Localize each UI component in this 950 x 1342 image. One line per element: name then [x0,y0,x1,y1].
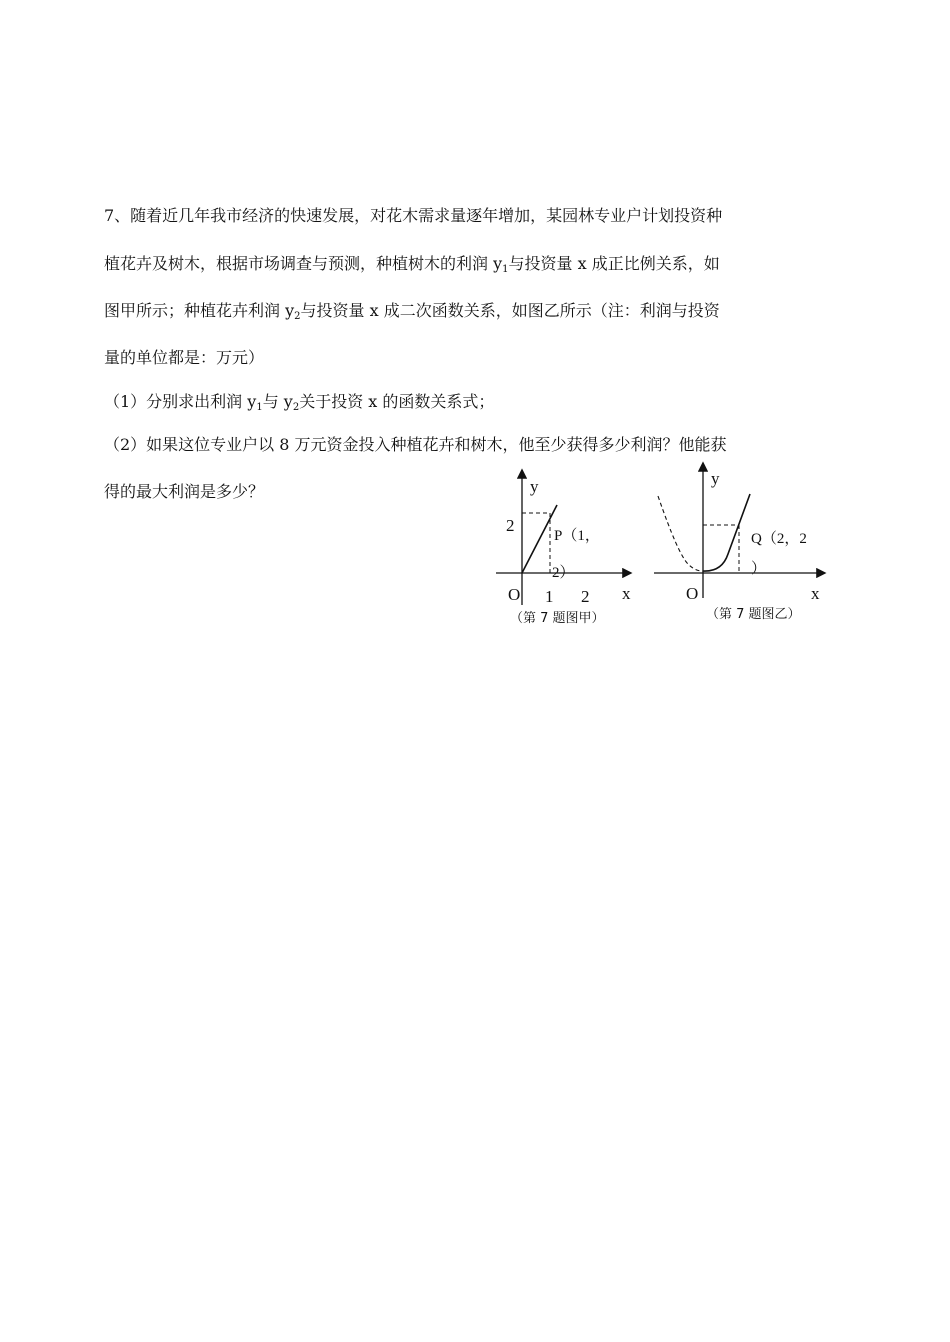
question-1-part-c: 关于投资 x 的函数关系式； [299,392,495,411]
problem-line-3 [104,301,720,321]
figure-a-y-label: y [530,477,539,496]
question-1-part-a: （1）分别求出利润 y [104,392,257,411]
subscript-1: 1 [502,264,509,275]
q1-subscript-2: 2 [292,402,300,413]
figure-b-point-label: Q（2，2 [751,531,807,547]
figure-a-x-label: x [622,584,631,603]
question-2-continued: 得的最大利润是多少？ [104,482,265,501]
problem-line-3-part-a: 图甲所示；种植花卉利润 y [104,301,295,320]
figure-b-y-label: y [711,469,720,488]
figure-a-line [522,505,557,573]
figure-a-origin: O [508,585,521,604]
problem-line-2-part-b: 与投资量 x 成正比例关系，如 [508,254,720,273]
subscript-2: 2 [294,311,301,322]
problem-line-2 [104,254,720,274]
problem-line-3-part-b: 与投资量 x 成二次函数关系，如图乙所示（注：利润与投资 [300,301,720,320]
figure-b-caption: （第 7 题图乙） [706,607,801,622]
figure-b-dashed-curve [658,496,705,571]
figure-b-x-label: x [811,584,820,603]
q1-subscript-1: 1 [256,402,263,413]
figure-a-y-tick: 2 [506,516,515,535]
figure-a-caption: （第 7 题图甲） [510,611,605,626]
figure-a-x-tick-1: 1 [545,587,554,606]
figure-b-curve [703,494,750,571]
question-1 [104,392,494,412]
question-2: （2）如果这位专业户以 8 万元资金投入种植花卉和树木，他至少获得多少利润？他能获 [104,435,727,454]
figure-a-x-tick-2: 2 [581,587,590,606]
figure-a [490,465,640,630]
problem-line-1: 7、随着近几年我市经济的快速发展，对花木需求量逐年增加，某园林专业户计划投资种 [104,206,723,225]
problem-line-2-part-a: 植花卉及树木，根据市场调查与预测，种植树木的利润 y [104,254,503,273]
question-1-part-b: 与 y [262,392,293,411]
figure-b-point-label-cont: ） [751,561,767,577]
figure-b [650,458,840,628]
figure-a-point-label: P（1， [554,528,600,544]
figure-a-point-label-cont: 2） [552,565,575,581]
figure-b-origin: O [686,584,699,603]
problem-line-4: 量的单位都是：万元） [104,348,265,367]
